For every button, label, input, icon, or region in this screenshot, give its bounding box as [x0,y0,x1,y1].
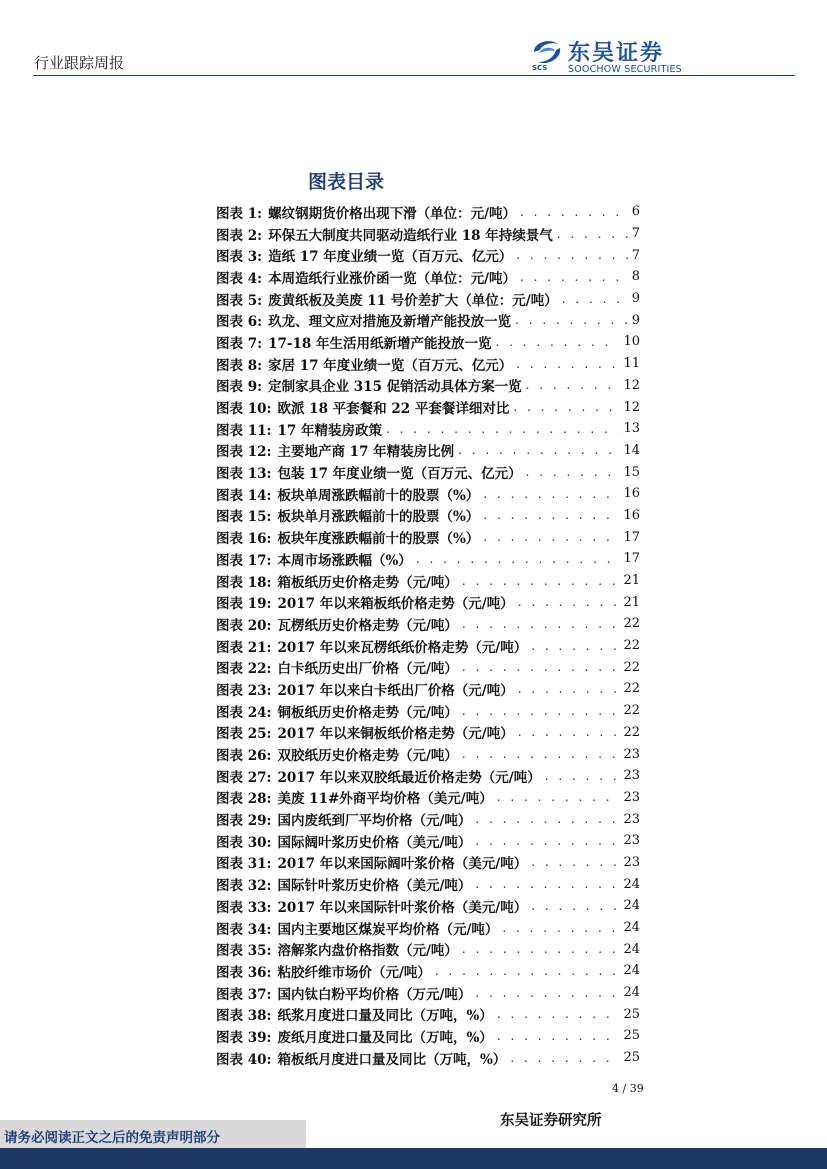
toc-entry-page: 23 [623,833,640,849]
logo-english-name: SOOCHOW SECURITIES [568,64,682,75]
toc-entry[interactable] [216,1025,640,1047]
toc-dot-leader [516,357,619,371]
toc-entry-label: 图表 15: [216,509,272,526]
toc-entry-page: 21 [623,573,640,589]
toc-entry-title: 纸浆月度进口量及同比（万吨，%） [277,1008,493,1025]
toc-dot-leader [462,942,620,956]
toc-dot-leader [510,1051,619,1065]
table-of-figures [216,201,640,1069]
toc-entry-title: 家居 17 年度业绩一览（百万元、亿元） [268,357,513,374]
toc-entry[interactable] [216,808,640,830]
toc-dot-leader [462,747,620,761]
toc-entry-page: 23 [623,746,640,762]
toc-entry[interactable] [216,613,640,635]
toc-dot-leader [462,617,620,631]
toc-entry-label: 图表 39: [216,1029,272,1046]
footer-bar [0,1148,827,1169]
toc-entry[interactable] [216,331,640,353]
company-logo [530,36,700,76]
logo-chinese-name: 东吴证券 [568,41,665,66]
toc-entry[interactable] [216,656,640,678]
toc-dot-leader [502,921,619,935]
toc-entry-page: 12 [623,399,640,415]
toc-entry-page: 22 [623,616,640,632]
toc-entry-title: 板块单周涨跌幅前十的股票（%） [277,487,480,504]
toc-title: 图表目录 [308,171,385,193]
toc-entry-title: 废纸月度进口量及同比（万吨，%） [277,1029,493,1046]
toc-entry[interactable] [216,288,640,310]
toc-entry-page: 23 [623,811,640,827]
toc-dot-leader [435,964,620,978]
toc-dot-leader [483,487,619,501]
toc-dot-leader [513,400,619,414]
toc-entry-label: 图表 36: [216,964,272,981]
toc-dot-leader [518,682,620,696]
toc-entry-label: 图表 35: [216,943,272,960]
toc-entry-title: 铜板纸历史价格走势（元/吨） [277,704,458,721]
toc-dot-leader [562,292,628,306]
toc-entry[interactable] [216,418,640,440]
toc-entry-page: 22 [623,659,640,675]
toc-entry[interactable] [216,505,640,527]
toc-dot-leader [497,1029,620,1043]
toc-entry-page: 17 [623,551,640,567]
toc-entry-page: 22 [623,681,640,697]
toc-entry[interactable] [216,982,640,1004]
toc-entry-page: 15 [623,464,640,480]
toc-entry-title: 国际阔叶浆历史价格（美元/吨） [277,834,472,851]
toc-entry-page: 23 [623,789,640,805]
toc-entry[interactable] [216,743,640,765]
toc-entry-title: 定制家具企业 315 促销活动具体方案一览 [268,379,522,396]
toc-entry-page: 24 [623,876,640,892]
toc-entry[interactable] [216,960,640,982]
toc-entry-label: 图表 27: [216,769,272,786]
toc-entry-page: 24 [623,920,640,936]
toc-entry-title: 板块单月涨跌幅前十的股票（%） [277,509,480,526]
toc-entry-label: 图表 20: [216,617,272,634]
toc-entry-label: 图表 10: [216,401,272,418]
toc-dot-leader [475,812,619,826]
disclaimer-notice: 请务必阅读正文之后的免责声明部分 [4,1130,220,1146]
toc-entry-title: 2017 年以来箱板纸价格走势（元/吨） [277,596,514,613]
toc-dot-leader [386,422,619,436]
toc-entry-label: 图表 28: [216,791,272,808]
toc-entry-label: 图表 25: [216,726,272,743]
toc-entry-label: 图表 33: [216,899,272,916]
toc-entry-title: 17-18 年生活用纸新增产能投放一览 [268,335,492,352]
toc-entry[interactable] [216,700,640,722]
soochow-logo-icon [530,36,564,72]
toc-entry-page: 11 [623,356,640,372]
toc-entry-title: 玖龙、理文应对措施及新增产能投放一览 [268,314,512,331]
toc-entry-label: 图表 8: [216,357,263,374]
toc-dot-leader [462,704,620,718]
toc-entry-label: 图表 4: [216,270,263,287]
toc-entry[interactable] [216,526,640,548]
toc-dot-leader [520,205,628,219]
toc-entry[interactable] [216,678,640,700]
toc-entry[interactable] [216,309,640,331]
toc-entry-label: 图表 13: [216,466,272,483]
toc-entry-label: 图表 11: [216,422,272,439]
toc-entry-label: 图表 24: [216,704,272,721]
page-number: 4 / 39 [612,1082,644,1095]
toc-entry[interactable] [216,570,640,592]
toc-entry-page: 22 [623,724,640,740]
toc-entry-label: 图表 26: [216,748,272,765]
toc-entry-page: 22 [623,638,640,654]
toc-entry-page: 23 [623,768,640,784]
toc-entry-page: 14 [623,442,640,458]
toc-dot-leader [475,986,619,1000]
toc-entry[interactable] [216,1003,640,1025]
toc-entry-label: 图表 22: [216,661,272,678]
toc-entry[interactable] [216,722,640,744]
toc-dot-leader [545,769,620,783]
toc-entry-label: 图表 1: [216,205,263,222]
toc-dot-leader [483,508,619,522]
toc-entry-label: 图表 38: [216,1008,272,1025]
toc-entry-label: 图表 32: [216,878,272,895]
toc-dot-leader [518,595,620,609]
toc-entry-page: 25 [623,1006,640,1022]
toc-entry-title: 箱板纸历史价格走势（元/吨） [277,574,458,591]
toc-entry[interactable] [216,1047,640,1069]
toc-entry[interactable] [216,244,640,266]
toc-dot-leader [531,899,619,913]
toc-entry-label: 图表 40: [216,1051,272,1068]
toc-entry[interactable] [216,461,640,483]
toc-dot-leader [497,1007,620,1021]
toc-entry-title: 瓦楞纸历史价格走势（元/吨） [277,617,458,634]
toc-dot-leader [526,378,620,392]
toc-entry-page: 24 [623,898,640,914]
toc-entry[interactable] [216,201,640,223]
toc-entry-title: 包装 17 年度业绩一览（百万元、亿元） [277,466,522,483]
toc-entry-title: 双胶纸历史价格走势（元/吨） [277,748,458,765]
toc-entry-page: 6 [631,204,640,220]
toc-entry-page: 24 [623,941,640,957]
toc-entry-page: 16 [623,486,640,502]
toc-entry[interactable] [216,938,640,960]
toc-entry[interactable] [216,873,640,895]
toc-entry-label: 图表 12: [216,444,272,461]
toc-entry[interactable] [216,635,640,657]
toc-entry-page: 8 [631,269,640,285]
toc-entry-title: 白卡纸历史出厂价格（元/吨） [277,661,458,678]
toc-entry-label: 图表 31: [216,856,272,873]
toc-entry-label: 图表 18: [216,574,272,591]
toc-entry-page: 9 [631,312,640,328]
toc-dot-leader [531,855,619,869]
toc-entry-page: 22 [623,703,640,719]
svg-text:SCS: SCS [532,64,548,72]
toc-entry-title: 2017 年以来双胶纸最近价格走势（元/吨） [277,769,541,786]
toc-entry-title: 美废 11#外商平均价格（美元/吨） [277,791,493,808]
toc-entry-label: 图表 6: [216,314,263,331]
toc-entry-page: 13 [623,421,640,437]
toc-entry-title: 国内钛白粉平均价格（万元/吨） [277,986,472,1003]
toc-dot-leader [483,530,619,544]
toc-entry-label: 图表 21: [216,639,272,656]
toc-entry-title: 造纸 17 年度业绩一览（百万元、亿元） [268,249,513,266]
toc-entry-label: 图表 17: [216,552,272,569]
toc-dot-leader [526,465,620,479]
toc-entry-title: 螺纹钢期货价格出现下滑（单位：元/吨） [268,205,517,222]
toc-entry[interactable] [216,440,640,462]
toc-entry-title: 2017 年以来白卡纸出厂价格（元/吨） [277,682,514,699]
toc-entry[interactable] [216,353,640,375]
toc-entry-title: 主要地产商 17 年精装房比例 [277,444,455,461]
toc-entry-title: 箱板纸月度进口量及同比（万吨，%） [277,1051,507,1068]
toc-entry[interactable] [216,396,640,418]
toc-entry[interactable] [216,483,640,505]
report-category: 行业跟踪周报 [34,54,125,72]
toc-dot-leader [531,639,619,653]
toc-entry-page: 10 [623,334,640,350]
toc-dot-leader [557,227,628,241]
toc-entry-label: 图表 16: [216,531,272,548]
toc-entry[interactable] [216,548,640,570]
toc-dot-leader [515,313,628,327]
toc-entry[interactable] [216,765,640,787]
toc-dot-leader [416,552,620,566]
toc-dot-leader [520,270,628,284]
toc-entry[interactable] [216,591,640,613]
toc-entry-title: 国际针叶浆历史价格（美元/吨） [277,878,472,895]
toc-entry[interactable] [216,375,640,397]
toc-entry-label: 图表 34: [216,921,272,938]
toc-entry-title: 本周造纸行业涨价函一览（单位：元/吨） [268,270,517,287]
toc-entry-title: 环保五大制度共同驱动造纸行业 18 年持续景气 [268,227,553,244]
toc-entry-page: 9 [631,291,640,307]
toc-entry-page: 12 [623,377,640,393]
toc-entry-label: 图表 2: [216,227,263,244]
toc-entry-page: 23 [623,854,640,870]
toc-entry-label: 图表 7: [216,335,263,352]
toc-dot-leader [516,248,627,262]
toc-entry-label: 图表 19: [216,596,272,613]
toc-dot-leader [462,660,620,674]
toc-dot-leader [475,877,619,891]
toc-entry-title: 2017 年以来国际阔叶浆价格（美元/吨） [277,856,528,873]
toc-entry-page: 25 [623,1050,640,1066]
toc-entry[interactable] [216,830,640,852]
toc-dot-leader [462,574,620,588]
toc-entry-page: 24 [623,985,640,1001]
toc-entry-label: 图表 23: [216,682,272,699]
toc-entry[interactable] [216,895,640,917]
toc-entry[interactable] [216,852,640,874]
toc-entry-page: 16 [623,507,640,523]
toc-entry-title: 废黄纸板及美废 11 号价差扩大（单位：元/吨） [268,292,558,309]
toc-entry-title: 国内废纸到厂平均价格（元/吨） [277,813,472,830]
toc-entry-title: 欧派 18 平套餐和 22 平套餐详细对比 [277,401,510,418]
toc-entry[interactable] [216,787,640,809]
toc-entry-page: 24 [623,963,640,979]
toc-entry-label: 图表 9: [216,379,263,396]
toc-entry-page: 7 [631,247,640,263]
research-institute: 东吴证券研究所 [500,1112,602,1129]
toc-dot-leader [475,834,619,848]
toc-entry-label: 图表 29: [216,813,272,830]
toc-entry-label: 图表 5: [216,292,263,309]
toc-entry[interactable] [216,266,640,288]
toc-entry-title: 2017 年以来瓦楞纸纸价格走势（元/吨） [277,639,528,656]
toc-dot-leader [495,335,619,349]
toc-entry-title: 粘胶纤维市场价（元/吨） [277,964,431,981]
toc-entry-page: 25 [623,1028,640,1044]
toc-entry-title: 国内主要地区煤炭平均价格（元/吨） [277,921,499,938]
toc-entry[interactable] [216,917,640,939]
toc-entry-label: 图表 3: [216,249,263,266]
toc-entry-page: 17 [623,529,640,545]
toc-dot-leader [458,443,619,457]
toc-entry-title: 本周市场涨跌幅（%） [277,552,412,569]
toc-entry-title: 板块年度涨跌幅前十的股票（%） [277,531,480,548]
toc-entry-page: 21 [623,594,640,610]
toc-dot-leader [497,790,620,804]
toc-entry-title: 2017 年以来国际针叶浆价格（美元/吨） [277,899,528,916]
toc-entry-label: 图表 37: [216,986,272,1003]
toc-entry-title: 17 年精装房政策 [277,422,382,439]
toc-entry-title: 溶解浆内盘价格指数（元/吨） [277,943,458,960]
toc-entry-page: 7 [631,226,640,242]
toc-dot-leader [518,725,620,739]
toc-entry[interactable] [216,223,640,245]
toc-entry-title: 2017 年以来铜板纸价格走势（元/吨） [277,726,514,743]
toc-entry-label: 图表 14: [216,487,272,504]
toc-entry-label: 图表 30: [216,834,272,851]
